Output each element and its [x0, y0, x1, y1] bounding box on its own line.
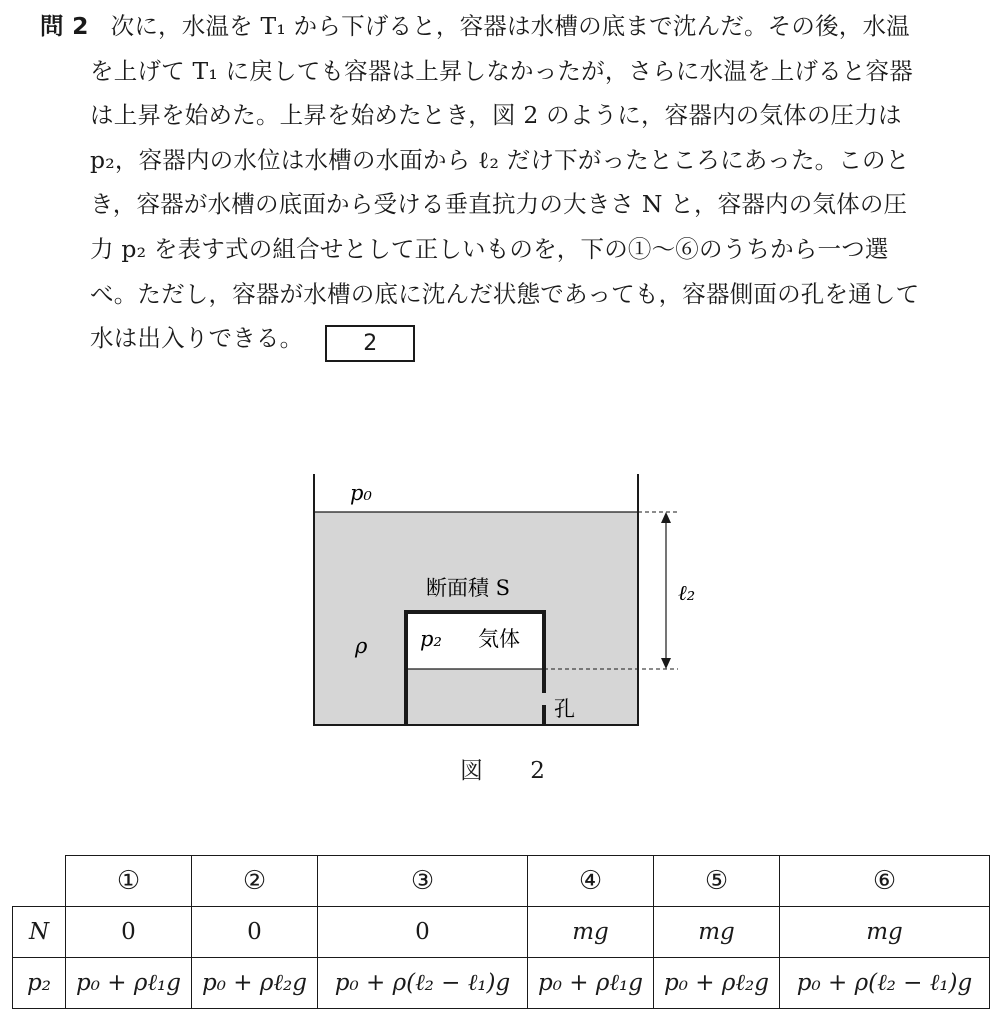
p2-choice-2: p₀ + ρℓ₂g — [192, 958, 318, 1009]
n-choice-3: 0 — [318, 907, 528, 958]
row-p2-label: p₂ — [13, 958, 66, 1009]
question-line-8-text: 水は出入りできる。 — [90, 324, 304, 353]
question-line-5: き，容器が水槽の底面から受ける垂直抗力の大きさ N と，容器内の気体の圧 — [90, 190, 908, 219]
n-choice-1: 0 — [66, 907, 192, 958]
hole-label: 孔 — [554, 697, 575, 721]
question-line-2: を上げて T₁ に戻しても容器は上昇しなかったが，さらに水温を上げると容器 — [90, 56, 913, 85]
question-text — [40, 4, 995, 362]
question-line-7: べ。ただし，容器が水槽の底に沈んだ状態であっても，容器側面の孔を通して — [90, 279, 920, 308]
l2-arrow-top — [661, 512, 671, 523]
choices-table — [12, 855, 990, 1009]
figure-caption: 図 2 — [460, 758, 565, 784]
p2-label: p₂ — [420, 627, 442, 651]
table-corner — [13, 856, 66, 907]
p2-choice-6: p₀ + ρ(ℓ₂ − ℓ₁)g — [780, 958, 990, 1009]
l2-arrow-bottom — [661, 658, 671, 669]
n-choice-5: mg — [654, 907, 780, 958]
n-choice-6: mg — [780, 907, 990, 958]
p2-choice-1: p₀ + ρℓ₁g — [66, 958, 192, 1009]
question-line-8 — [40, 316, 995, 362]
n-choice-2: 0 — [192, 907, 318, 958]
figure-2-diagram — [300, 470, 720, 735]
gas-label: 気体 — [478, 627, 520, 651]
l2-label: ℓ₂ — [678, 581, 696, 605]
table-row-p2 — [13, 958, 990, 1009]
p2-choice-5: p₀ + ρℓ₂g — [654, 958, 780, 1009]
question-line-6: 力 p₂ を表す式の組合せとして正しいものを，下の①～⑥のうちから一つ選 — [90, 234, 889, 263]
question-line-4: p₂，容器内の水位は水槽の水面から ℓ₂ だけ下がったところにあった。このと — [90, 145, 910, 174]
choice-4-header: ④ — [528, 856, 654, 907]
p2-choice-3: p₀ + ρ(ℓ₂ − ℓ₁)g — [318, 958, 528, 1009]
choices-header-row — [13, 856, 990, 907]
n-choice-4: mg — [528, 907, 654, 958]
table-row-n — [13, 907, 990, 958]
choice-2-header: ② — [192, 856, 318, 907]
row-n-label: N — [13, 907, 66, 958]
question-line-1-text: 次に，水温を T₁ から下げると，容器は水槽の底まで沈んだ。その後，水温 — [110, 12, 910, 40]
choice-3-header: ③ — [318, 856, 528, 907]
p0-label: p₀ — [350, 481, 372, 505]
question-number: 問 2 — [40, 12, 89, 40]
question-line-3: は上昇を始めた。上昇を始めたとき，図 2 のように，容器内の気体の圧力は — [90, 101, 902, 130]
choice-6-header: ⑥ — [780, 856, 990, 907]
cross-section-label: 断面積 S — [426, 576, 511, 600]
choice-1-header: ① — [66, 856, 192, 907]
question-line-1 — [40, 4, 995, 49]
answer-box: 2 — [325, 325, 415, 362]
choice-5-header: ⑤ — [654, 856, 780, 907]
rho-label: ρ — [355, 634, 368, 658]
p2-choice-4: p₀ + ρℓ₁g — [528, 958, 654, 1009]
